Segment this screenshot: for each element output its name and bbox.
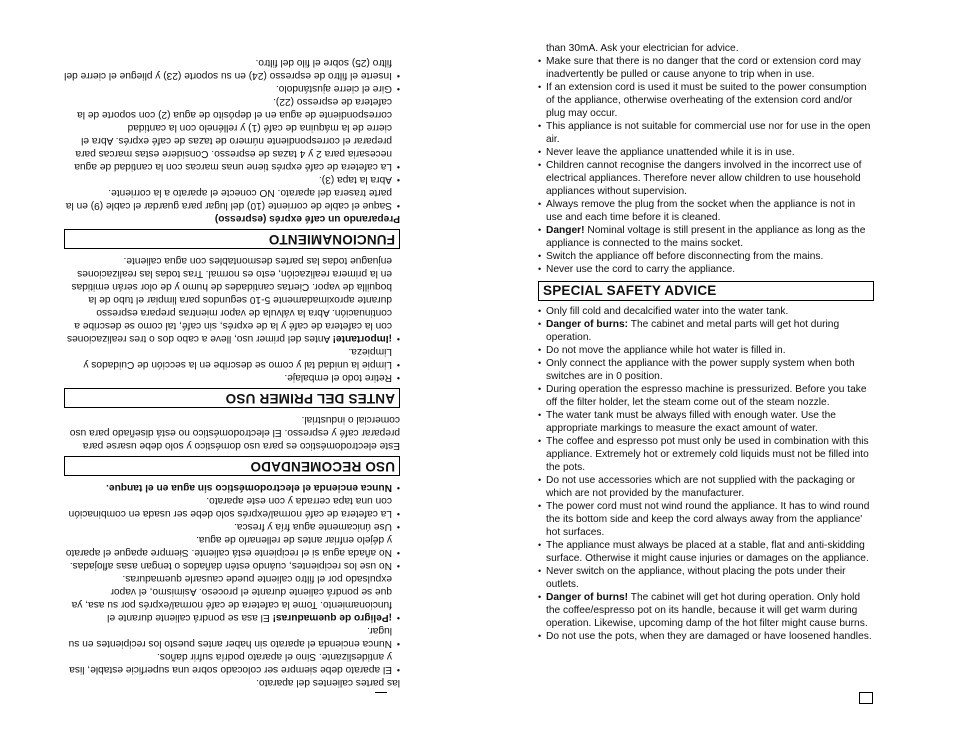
list-item: • Retire todo el embalaje. bbox=[64, 371, 400, 384]
list-item: • ¡Peligro de quemaduras! El asa se pondrá caliente durante el funcionamiento. Tome la cafetera de café normal/exprés por su asa, ya que se pondrá caliente durante el proceso. Asimismo, el vapor expulsado por el filtro caliente puede causarle quemaduras. bbox=[64, 572, 400, 624]
antes-list bbox=[64, 254, 400, 384]
page-marker-left bbox=[375, 692, 387, 693]
list-item: • Danger of burns: The cabinet and metal parts will get hot during operation. bbox=[538, 318, 874, 344]
list-item: • The coffee and espresso pot must only be used in combination with this appliance. Extremely hot or extremely cold liquids must not be filled into the pots. bbox=[538, 435, 874, 474]
list-item: • Gire el cierre ajustándolo. bbox=[64, 82, 400, 95]
func-subhead: Preparando un café exprés (espresso) bbox=[214, 213, 400, 224]
list-item: • Never switch on the appliance, without placing the pots under their outlets. bbox=[538, 565, 874, 591]
list-item: • Children cannot recognise the dangers involved in the incorrect use of electrical appliances. Therefore never allow children to use household appliances without supervision. bbox=[538, 159, 874, 198]
uso-text: Este electrodoméstico es para uso doméstico y solo debe usarse para preparar café y espresso. El electrodoméstico no está diseñado para uso comercial o industrial. bbox=[69, 414, 400, 451]
list-item: • This appliance is not suitable for commercial use nor for use in the open air. bbox=[538, 120, 874, 146]
list-item: • During operation the espresso machine is pressurized. Before you take off the filter holder, let the steam come out of the steam nozzle. bbox=[538, 383, 874, 409]
special-safety-heading: SPECIAL SAFETY ADVICE bbox=[538, 281, 874, 301]
list-item: • No use los recipientes, cuándo estén dañados o tengan asas aflojadas. bbox=[64, 559, 400, 572]
list-item: • Danger of burns! The cabinet will get hot during operation. Only hold the coffee/espresso pot on its handle, because it will get warm during operation. Likewise, upcoming damp of the hot filter might cause burns. bbox=[538, 591, 874, 630]
list-item: • Do not use the pots, when they are damaged or have loosened handles. bbox=[538, 630, 874, 643]
antes-heading: ANTES DEL PRIMER USO bbox=[64, 388, 400, 408]
english-column bbox=[538, 42, 874, 643]
list-item: • Switch the appliance off before disconnecting from the mains. bbox=[538, 250, 874, 263]
list-item: • Do not move the appliance while hot water is filled in. bbox=[538, 344, 874, 357]
left-intro: las partes calientes del aparato. bbox=[256, 677, 400, 688]
list-item: • Abra la tapa (3). bbox=[64, 173, 400, 186]
list-item: • Do not use accessories which are not supplied with the packaging or which are not provided by the manufacturer. bbox=[538, 474, 874, 500]
list-item: • Inserte el filtro de espresso (24) en su soporte (23) y pliegue el cierre del filtro (25) sobre el filo del filtro. bbox=[64, 56, 400, 82]
list-item: • Use únicamente agua fría y fresca. bbox=[64, 520, 400, 533]
list-item: • Only fill cold and decalcified water into the water tank. bbox=[538, 305, 874, 318]
spanish-column bbox=[64, 56, 400, 689]
safety-list bbox=[538, 55, 874, 276]
list-item: • Saque el cable de corriente (10) del lugar para guardar el cable (9) en la parte trasera del aparato. NO conecte el aparato a la corriente. bbox=[64, 186, 400, 212]
list-item: • Only connect the appliance with the power supply system when both switches are in 0 position. bbox=[538, 357, 874, 383]
list-item: • Make sure that there is no danger that the cord or extension cord may inadvertently be pulled or cause anyone to trip when in use. bbox=[538, 55, 874, 81]
left-safety-list bbox=[64, 481, 400, 676]
list-item: • The appliance must always be placed at a stable, flat and anti-skidding surface. Otherwise it might cause injuries or damages on the appliance. bbox=[538, 539, 874, 565]
list-item: • The power cord must not wind round the appliance. It has to wind round the its bottom side and keep the cord always away from the appliance' hot surfaces. bbox=[538, 500, 874, 539]
list-item: • Never use the cord to carry the appliance. bbox=[538, 263, 874, 276]
list-item: • Nunca encienda el aparato sin haber antes puesto los recipientes en su lugar. bbox=[64, 624, 400, 650]
uso-heading: USO RECOMENDADO bbox=[64, 456, 400, 476]
list-item: • The water tank must be always filled with enough water. Use the appropriate markings to measure the exact amount of water. bbox=[538, 409, 874, 435]
list-item: • ¡Importante! Antes del primer uso, lleve a cabo dos o tres realizaciones con la cafetera de café y la de exprés, sin café, tal como se describe a continuación. Abra la válvula de vapor mientras prepara espresso durante aproximadamente 5-10 segundos para limpiar el tubo de la boquilla de vapor. Ciertas cantidades de humo y de olor serán emitidas en la primera realización, esto es normal. Tras todas las realizaciones enjuague todas las partes desmontables con agua caliente. bbox=[64, 254, 400, 345]
page-marker-right bbox=[859, 692, 873, 704]
func-heading: FUNCIONAMIENTO bbox=[64, 229, 400, 249]
list-item: • Always remove the plug from the socket when the appliance is not in use and each time before it is cleaned. bbox=[538, 198, 874, 224]
list-item: • La cafetera de café exprés tiene unas marcas con la cantidad de agua necesaria para 2 y 4 tazas de espresso. Considere estas marcas para preparar el correspondiente número de tazas de café exprés. Abra el cierre de la máquina de café (1) y rellénelo con la cantidad correspondiente de agua en el depósito de agua (2) con soporte de la cafetera de espresso (22). bbox=[64, 95, 400, 173]
list-item: • Never leave the appliance unattended while it is in use. bbox=[538, 146, 874, 159]
list-item: • No añada agua si el recipiente está caliente. Siempre apague el aparato y déjelo enfriar antes de rellenarlo de agua. bbox=[64, 533, 400, 559]
list-item: • Limpie la unidad tal y como se describe en la sección de Cuidados y Limpieza. bbox=[64, 345, 400, 371]
list-item: • Danger! Nominal voltage is still present in the appliance as long as the appliance is connected to the mains socket. bbox=[538, 224, 874, 250]
list-item: • If an extension cord is used it must be suited to the power consumption of the appliance, otherwise overheating of the extension cord and/or plug may occur. bbox=[538, 81, 874, 120]
list-item: • El aparato debe siempre ser colocado sobre una superficie estable, lisa y antideslizante. Sino el aparato podría sufrir daños. bbox=[64, 650, 400, 676]
right-intro: than 30mA. Ask your electrician for advice. bbox=[546, 43, 739, 54]
special-safety-list bbox=[538, 305, 874, 643]
list-item: • La cafetera de café normal/exprés solo debe ser usada en combinación con una tapa cerrada y con este aparato. bbox=[64, 494, 400, 520]
list-item: • Nunca encienda el electrodoméstico sin agua en el tanque. bbox=[64, 481, 400, 494]
func-list bbox=[64, 56, 400, 212]
